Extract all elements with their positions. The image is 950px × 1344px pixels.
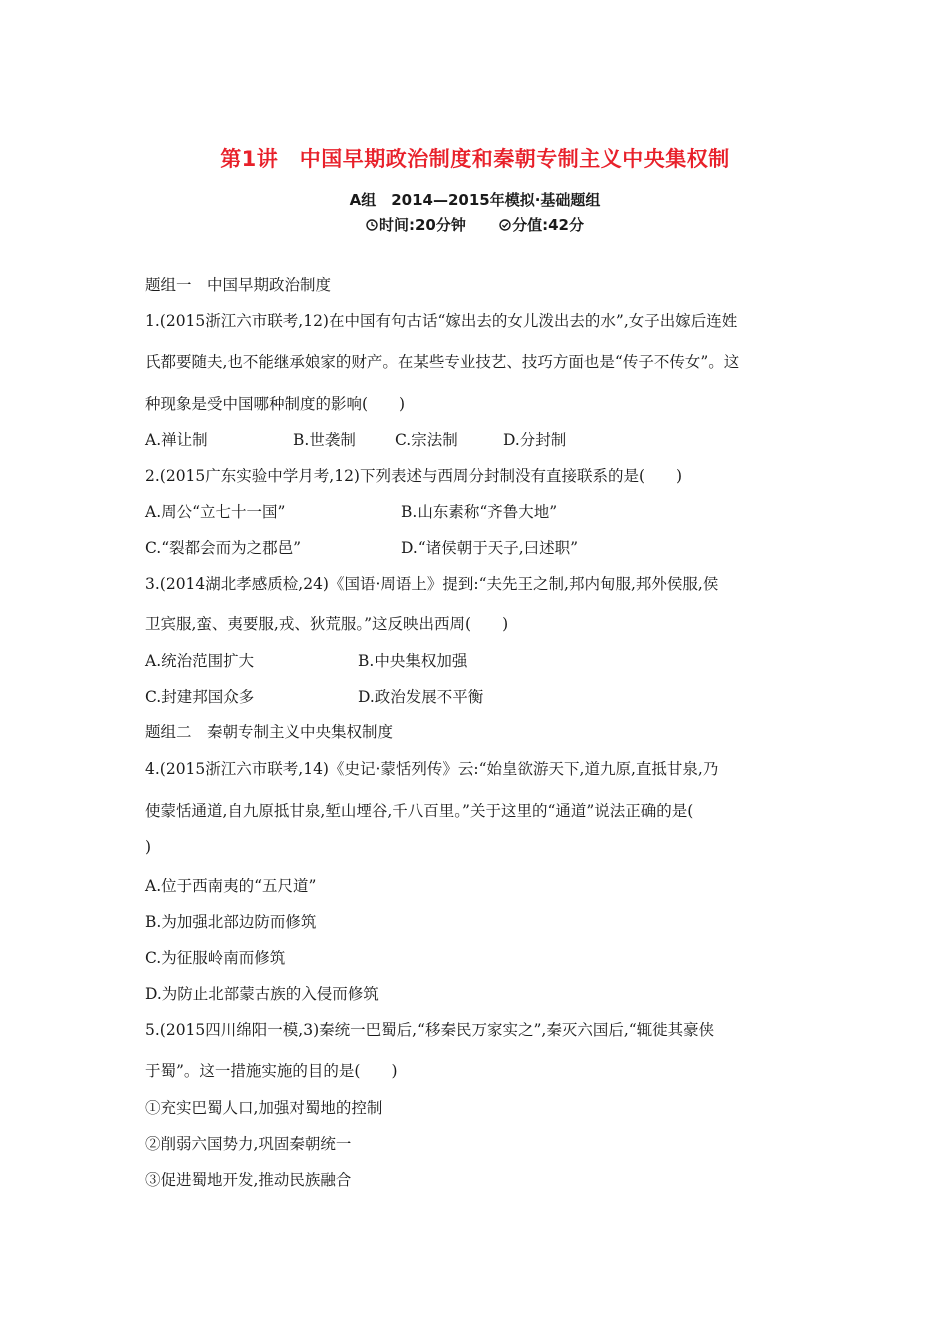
q1-line-3: 种现象是受中国哪种制度的影响( ): [145, 395, 406, 413]
exam-meta: [0, 214, 950, 235]
check-circle-icon: [499, 219, 511, 231]
q4-option-a[interactable]: A.位于西南夷的“五尺道”: [145, 877, 317, 895]
section-subtitle: A组 2014—2015年模拟·基础题组: [349, 191, 601, 209]
q2-option-b[interactable]: B.山东素称“齐鲁大地”: [401, 503, 558, 521]
q3-option-a[interactable]: A.统治范围扩大: [145, 652, 255, 670]
q4-option-c[interactable]: C.为征服岭南而修筑: [145, 949, 286, 967]
time-text: 时间:20分钟: [379, 216, 466, 234]
q1-line-1: 1.(2015浙江六市联考,12)在中国有句古话“嫁出去的女儿泼出去的水”,女子出嫁后连姓: [145, 312, 738, 330]
page-title: 第1讲 中国早期政治制度和秦朝专制主义中央集权制: [220, 147, 730, 171]
clock-icon: [366, 219, 378, 231]
q3-line-2: 卫宾服,蛮、夷要服,戎、狄荒服。”这反映出西周( ): [145, 615, 509, 633]
q4-line-1: 4.(2015浙江六市联考,14)《史记·蒙恬列传》云:“始皇欲游天下,道九原,直抵甘泉,乃: [145, 760, 719, 778]
q3-line-1: 3.(2014湖北孝感质检,24)《国语·周语上》提到:“夫先王之制,邦内甸服,邦外侯服,侯: [145, 575, 719, 593]
q5-item-3: ③促进蜀地开发,推动民族融合: [145, 1171, 352, 1189]
score-info: [499, 214, 584, 235]
q1-option-a[interactable]: A.禅让制: [145, 431, 208, 449]
time-info: [366, 214, 466, 235]
q4-option-d[interactable]: D.为防止北部蒙古族的入侵而修筑: [145, 985, 379, 1003]
q1-option-c[interactable]: C.宗法制: [395, 431, 458, 449]
group-heading-1: 题组一 中国早期政治制度: [145, 276, 332, 294]
q2-option-a[interactable]: A.周公“立七十一国”: [145, 503, 286, 521]
q4-line-3: ): [145, 838, 152, 856]
q1-option-d[interactable]: D.分封制: [503, 431, 567, 449]
score-text: 分值:42分: [512, 216, 584, 234]
q5-item-2: ②削弱六国势力,巩固秦朝统一: [145, 1135, 352, 1153]
q4-line-2: 使蒙恬通道,自九原抵甘泉,堑山堙谷,千八百里。”关于这里的“通道”说法正确的是(: [145, 802, 694, 820]
q2-line-1: 2.(2015广东实验中学月考,12)下列表述与西周分封制没有直接联系的是( ): [145, 467, 683, 485]
q3-option-b[interactable]: B.中央集权加强: [358, 652, 468, 670]
q1-line-2: 氏都要随夫,也不能继承娘家的财产。在某些专业技艺、技巧方面也是“传子不传女”。这: [145, 353, 740, 371]
q3-option-d[interactable]: D.政治发展不平衡: [358, 688, 484, 706]
q2-option-c[interactable]: C.“裂都会而为之郡邑”: [145, 539, 302, 557]
q5-item-1: ①充实巴蜀人口,加强对蜀地的控制: [145, 1099, 383, 1117]
q2-option-d[interactable]: D.“诸侯朝于天子,曰述职”: [401, 539, 579, 557]
group-heading-2: 题组二 秦朝专制主义中央集权制度: [145, 723, 394, 741]
q5-line-1: 5.(2015四川绵阳一模,3)秦统一巴蜀后,“移秦民万家实之”,秦灭六国后,“辄徙其豪侠: [145, 1021, 715, 1039]
q3-option-c[interactable]: C.封建邦国众多: [145, 688, 255, 706]
q4-option-b[interactable]: B.为加强北部边防而修筑: [145, 913, 317, 931]
q1-option-b[interactable]: B.世袭制: [293, 431, 356, 449]
q5-line-2: 于蜀”。这一措施实施的目的是( ): [145, 1062, 398, 1080]
